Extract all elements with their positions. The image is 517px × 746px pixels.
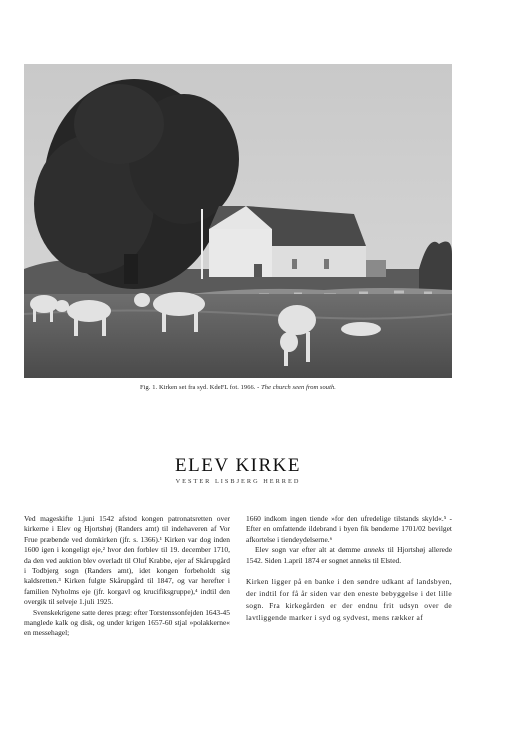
- church-photo: [24, 64, 452, 378]
- paragraph: Kirken ligger på en banke i den søndre udkant af landsbyen, der indtil for få år siden var den eneste bebyggelse i det lille sogn. Fra kirkegården er der endnu frit udsyn over de lavtliggende marker i syd og sydvest, mens rækker af: [246, 577, 452, 623]
- emphasis-text: anneks: [363, 545, 385, 555]
- paragraph: Svenskekrigene satte deres præg: efter Torstenssonfejden 1643-45 manglede kalk og disk, og under krigen 1657-60 stjal »polakkerne« en messehagel;: [24, 607, 230, 638]
- text-run: Elev sogn var efter alt at dømme: [255, 545, 361, 555]
- figure-caption: [24, 384, 452, 391]
- paragraph: Ved mageskifte 1.juni 1542 afstod kongen patronatsretten over kirkerne i Elev og Hjortshøj (Randers amt) til indehaveren af Vor Frue præbende ved domkirken (jfr. s. 1366).¹ Kirken var dog inden 1600 igen i kongeligt eje,² hvor den forblev til 19. december 1710, da den ved auktion blev overladt til Oluf Krabbe, ejer af Skårupgård i Todbjerg sogn (Randers amt), idet kongen forbeholdt sig kaldsretten.³ Kirken fulgte Skårupgård til 1847, og var herefter i familien Nyholms eje (jfr. korgavl og krucifiksgruppe),⁴ indtil den overgik til selveje 1.juli 1925.: [24, 514, 230, 607]
- page-subtitle: VESTER LISBJERG HERRED: [175, 478, 301, 485]
- paragraph: [246, 545, 452, 566]
- text-column-right: [246, 514, 452, 624]
- caption-english: The church seen from south.: [261, 384, 336, 391]
- text-column-left: [24, 514, 230, 639]
- page-title: ELEV KIRKE: [175, 455, 301, 476]
- caption-danish: Fig. 1. Kirken set fra syd. KdeFL fot. 1966. -: [140, 384, 260, 391]
- text-run: til Hjortshøj allerede 1542. Siden 1.april 1874 er sognet anneks til Elsted.: [246, 545, 453, 565]
- paragraph: 1660 indkom ingen tiende »for den ufredelige tilstands skyld«.⁵ - Efter en omfattende ildebrand i byen fik bønderne 1701/02 bevilget afkortelse i tiendeydelserne.⁶: [246, 514, 452, 544]
